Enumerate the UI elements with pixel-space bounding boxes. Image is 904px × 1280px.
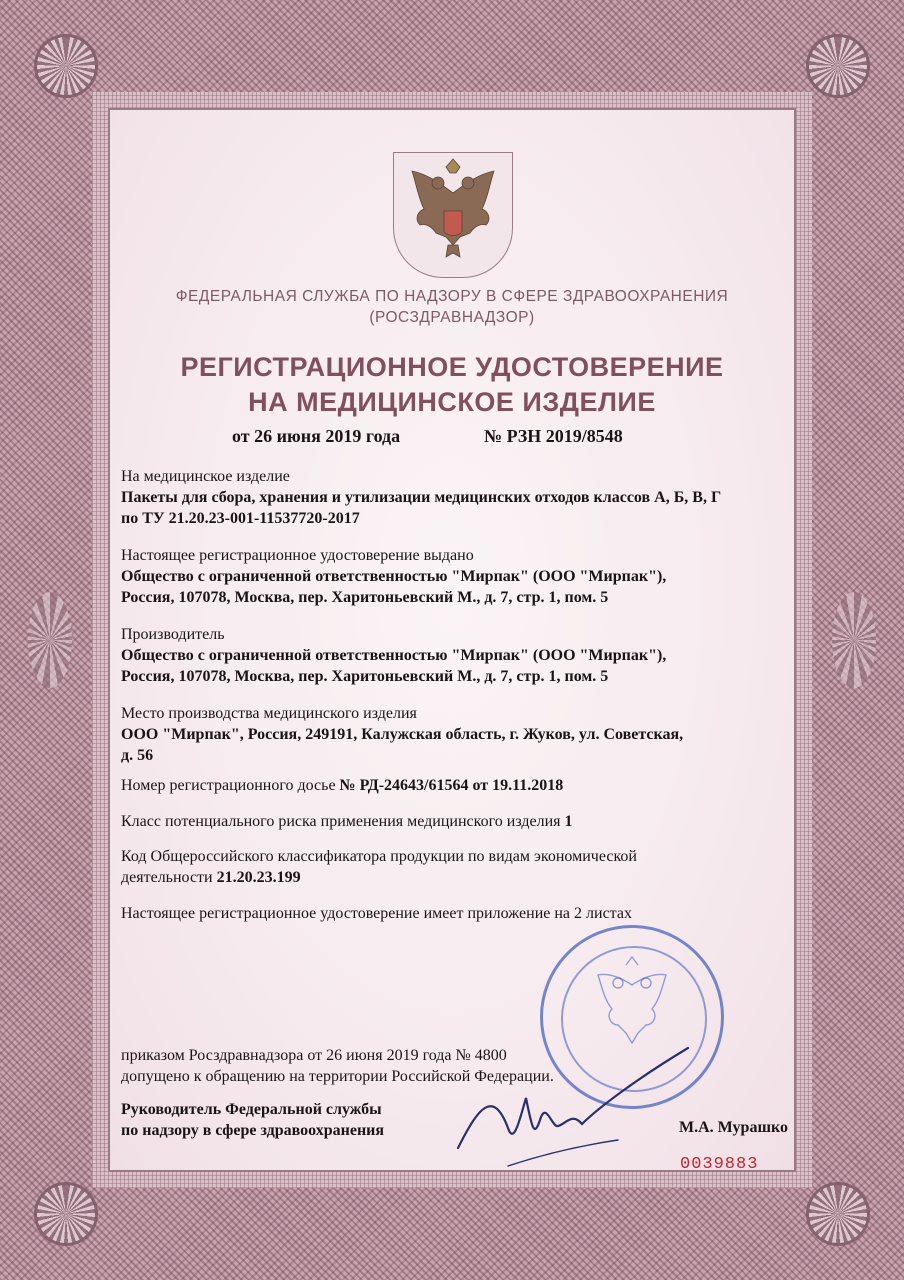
device-name: Пакеты для сбора, хранения и утилизации медицинских отходов классов А, Б, В, Г <box>121 489 722 506</box>
manufacturer-name: Общество с ограниченной ответственностью "Мирпак" (ООО "Мирпак"), <box>121 647 667 664</box>
corner-rosette-icon <box>806 1182 870 1246</box>
registration-number: № РЗН 2019/8548 <box>484 426 623 446</box>
okpd-row <box>121 867 301 888</box>
dossier-number: № РД-24643/61564 от 19.11.2018 <box>339 777 564 794</box>
corner-rosette-icon <box>806 34 870 98</box>
signer-name: М.А. Мурашко <box>679 1119 788 1136</box>
manufacturer-address: Россия, 107078, Москва, пер. Харитоньевский М., д. 7, стр. 1, пом. 5 <box>121 668 609 685</box>
side-ornament-icon <box>28 592 72 688</box>
emblem-frame <box>393 152 513 278</box>
coat-of-arms-eagle-icon <box>394 153 512 277</box>
document-title: РЕГИСТРАЦИОННОЕ УДОСТОВЕРЕНИЕ <box>180 352 724 382</box>
corner-rosette-icon <box>34 34 98 98</box>
production-site-label: Место производства медицинского изделия <box>121 705 417 722</box>
admission-note: допущено к обращению на территории Российской Федерации. <box>121 1068 554 1085</box>
dossier-label: Номер регистрационного досье <box>121 777 340 794</box>
signature-icon <box>448 1028 698 1178</box>
production-site-address-cont: д. 56 <box>121 747 154 764</box>
device-spec: по ТУ 21.20.23-001-11537720-2017 <box>121 510 360 527</box>
issue-date: от 26 июня 2019 года <box>232 426 401 446</box>
manufacturer-label: Производитель <box>121 626 225 643</box>
okpd-code: 21.20.23.199 <box>216 869 301 886</box>
corner-rosette-icon <box>34 1182 98 1246</box>
order-reference: приказом Росздравнадзора от 26 июня 2019 года № 4800 <box>121 1047 507 1064</box>
appendix-note: Настоящее регистрационное удостоверение имеет приложение на 2 листах <box>121 905 632 922</box>
agency-name: ФЕДЕРАЛЬНАЯ СЛУЖБА ПО НАДЗОРУ В СФЕРЕ ЗДРАВООХРАНЕНИЯ <box>175 288 729 305</box>
okpd-label: Код Общероссийского классификатора продукции по видам экономической <box>121 848 637 865</box>
risk-class-value: 1 <box>564 813 573 830</box>
head-title-cont: по надзору в сфере здравоохранения <box>121 1122 385 1139</box>
okpd-label-cont: деятельности <box>121 869 217 886</box>
risk-class-row <box>121 811 573 832</box>
serial-number: 0039883 <box>680 1155 759 1174</box>
production-site-address: ООО "Мирпак", Россия, 249191, Калужская область, г. Жуков, ул. Советская, <box>121 726 684 743</box>
side-ornament-icon <box>832 592 876 688</box>
document-subtitle: НА МЕДИЦИНСКОЕ ИЗДЕЛИЕ <box>248 387 656 417</box>
device-label: На медицинское изделие <box>121 468 290 485</box>
dossier-row <box>121 775 563 796</box>
issued-label: Настоящее регистрационное удостоверение выдано <box>121 547 474 564</box>
head-title: Руководитель Федеральной службы <box>121 1101 382 1118</box>
issued-to-address: Россия, 107078, Москва, пер. Харитоньевский М., д. 7, стр. 1, пом. 5 <box>121 589 609 606</box>
agency-abbreviation: (РОСЗДРАВНАДЗОР) <box>369 309 535 326</box>
issued-to-name: Общество с ограниченной ответственностью "Мирпак" (ООО "Мирпак"), <box>121 568 667 585</box>
risk-class-label: Класс потенциального риска применения медицинского изделия <box>121 813 565 830</box>
